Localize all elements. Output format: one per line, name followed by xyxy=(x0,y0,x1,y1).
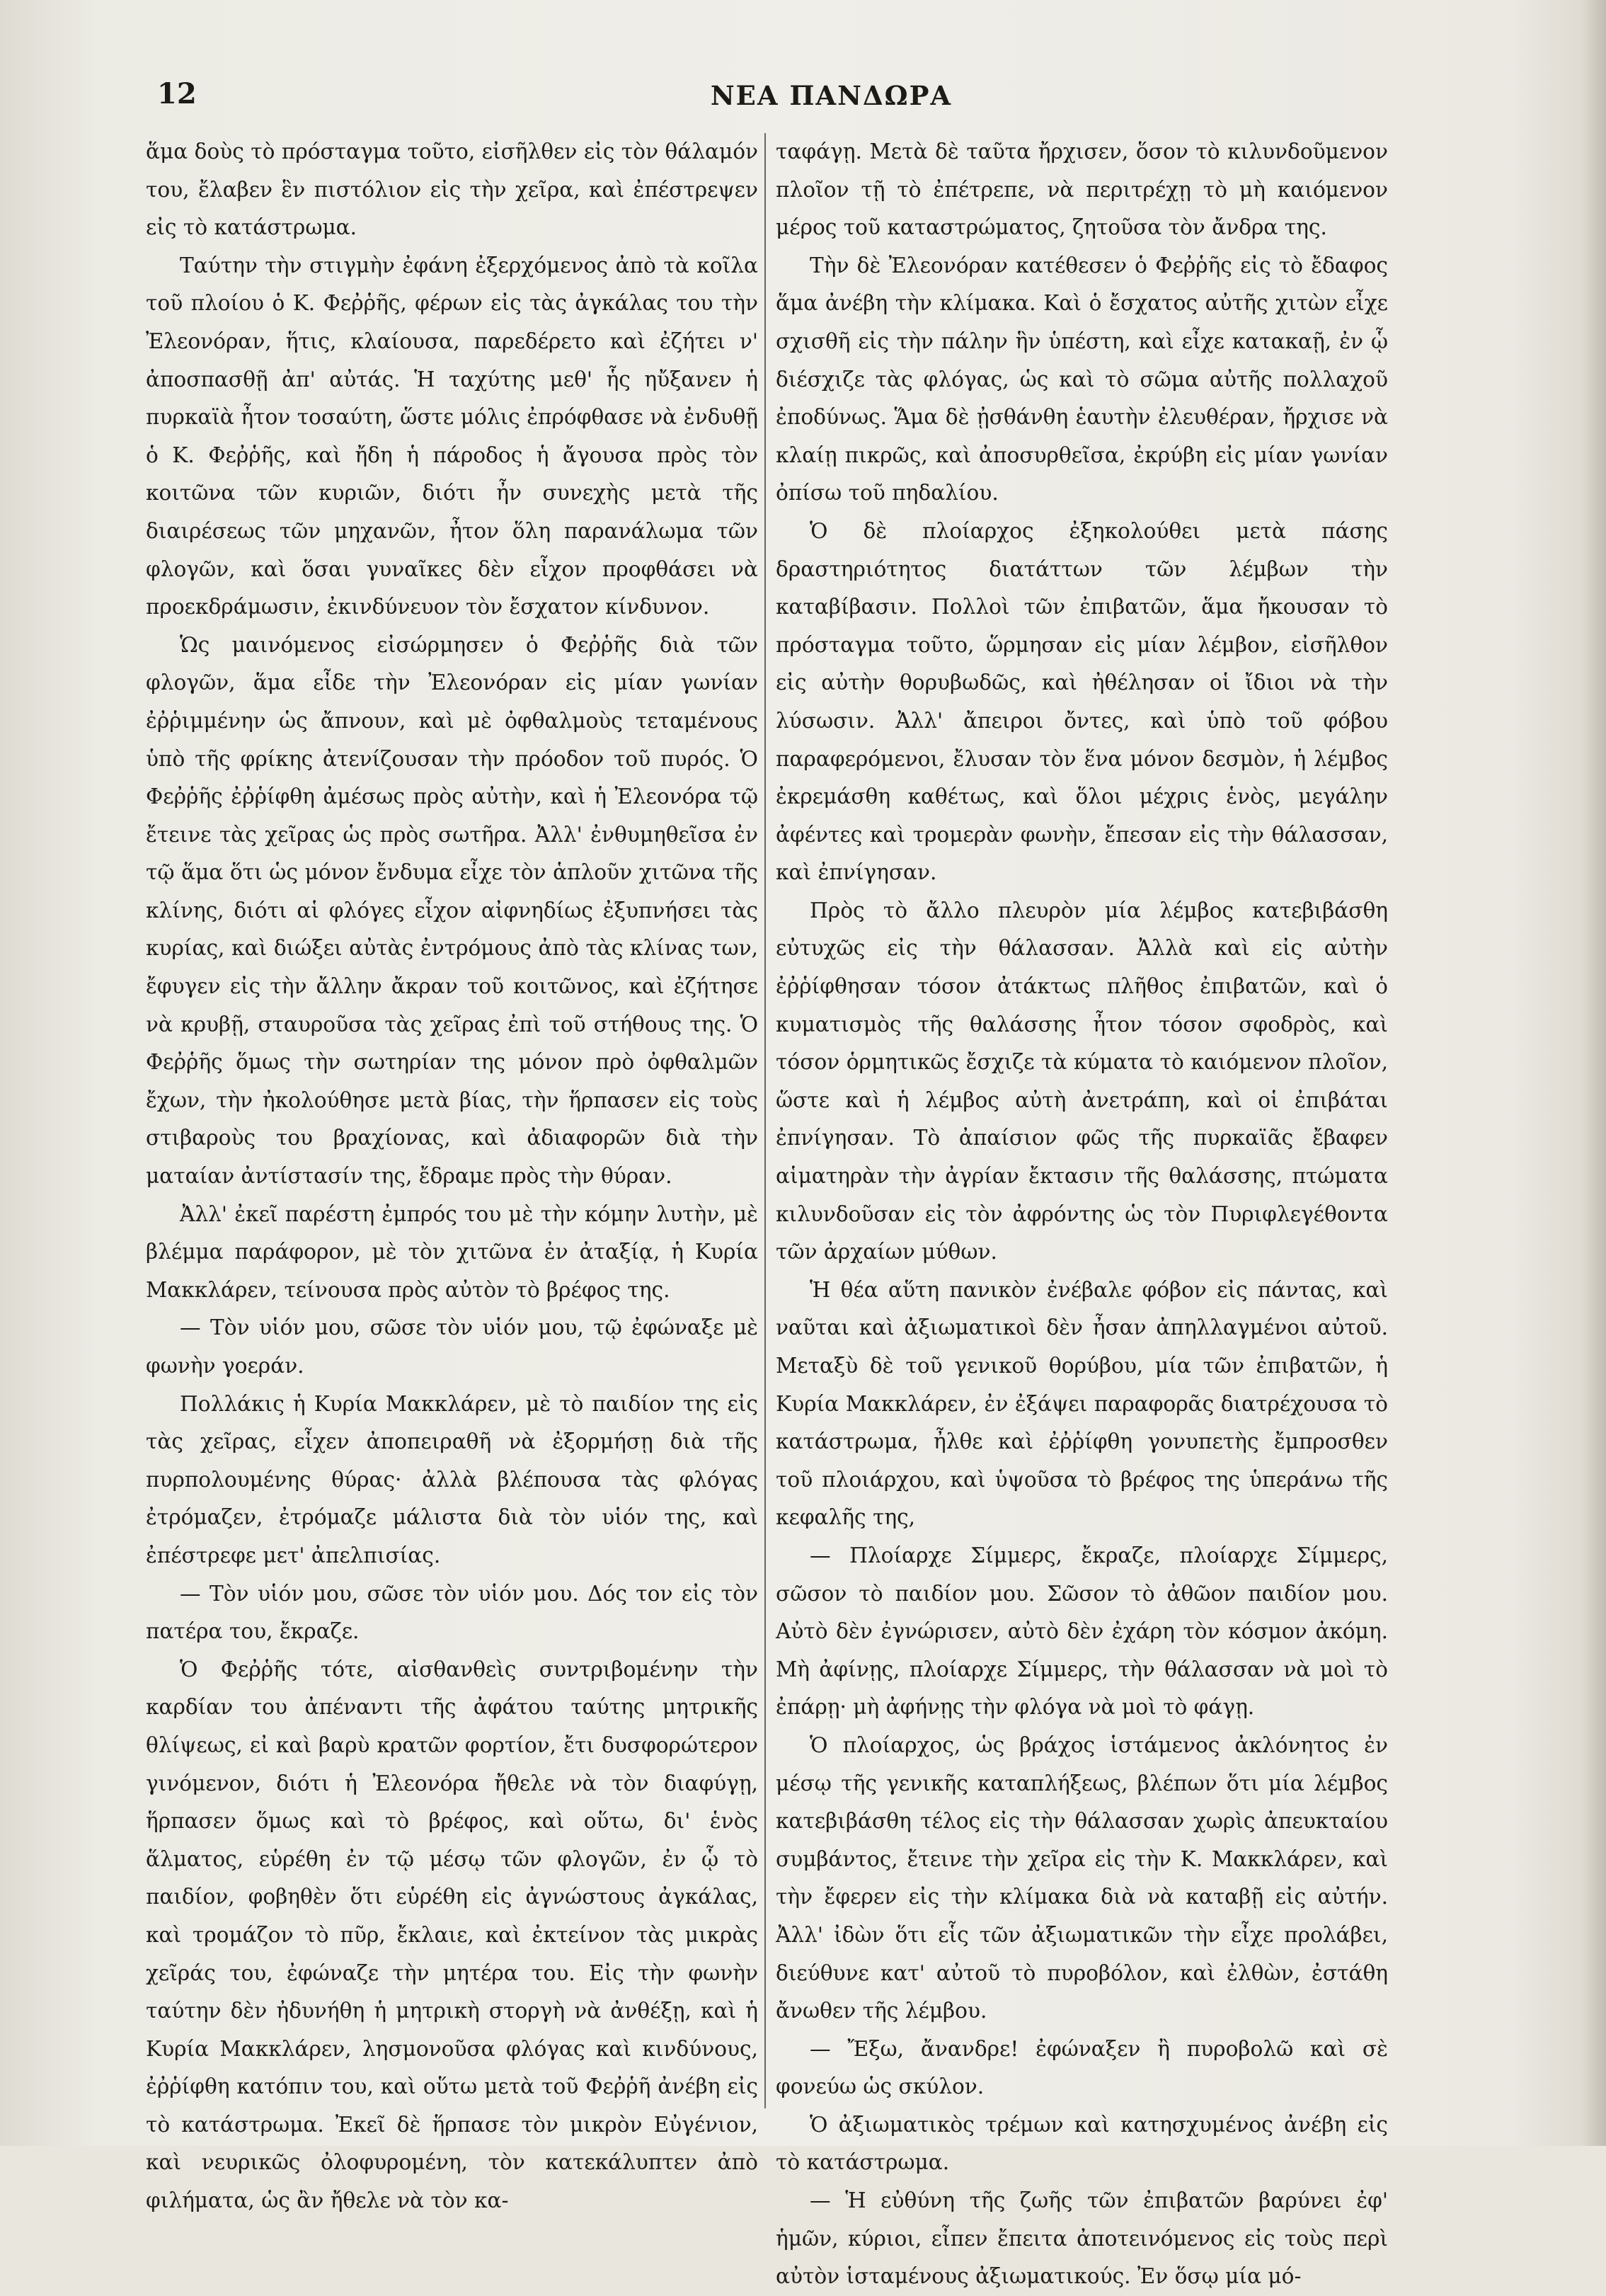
paragraph: Πολλάκις ἡ Κυρία Μακκλάρεν, μὲ τὸ παιδίον της εἰς τὰς χεῖρας, εἶχεν ἀποπειραθῆ νὰ ἐξορμήσῃ διὰ τῆς πυρπολουμένης θύρας· ἀλλὰ βλέπουσα τὰς φλόγας ἐτρόμαζεν, ἐτρόμαζε μάλιστα διὰ τὸν υἱόν της, καὶ ἐπέστρεφε μετ' ἀπελπισίας. xyxy=(146,1391,758,1567)
paragraph: Τὴν δὲ Ἐλεονόραν κατέθεσεν ὁ Φεῤῥῆς εἰς τὸ ἔδαφος ἅμα ἀνέβη τὴν κλίμακα. Καὶ ὁ ἔσχατος αὐτῆς χιτὼν εἶχε σχισθῆ εἰς τὴν πάλην ἣν ὑπέστη, καὶ εἶχε κατακαῇ, ἐν ᾧ διέσχιζε τὰς φλόγας, ὡς καὶ τὸ σῶμα αὐτῆς πολλαχοῦ ἐποδύνως. Ἅμα δὲ ᾐσθάνθη ἑαυτὴν ἐλευθέραν, ἤρχισε νὰ κλαίῃ πικρῶς, καὶ ἀποσυρθεῖσα, ἐκρύβη εἰς μίαν γωνίαν ὀπίσω τοῦ πηδαλίου. xyxy=(776,253,1388,506)
left-column xyxy=(146,133,758,2213)
paragraph: Ὡς μαινόμενος εἰσώρμησεν ὁ Φεῤῥῆς διὰ τῶν φλογῶν, ἅμα εἶδε τὴν Ἐλεονόραν εἰς μίαν γωνίαν ἐῤῥιμμένην ὡς ἄπνουν, καὶ μὲ ὀφθαλμοὺς τεταμένους ὑπὸ τῆς φρίκης ἀτενίζουσαν τὴν πρόοδον τοῦ πυρός. Ὁ Φεῤῥῆς ἐῤῥίφθη ἀμέσως πρὸς αὐτὴν, καὶ ἡ Ἐλεονόρα τῷ ἔτεινε τὰς χεῖρας ὡς πρὸς σωτῆρα. Ἀλλ' ἐνθυμηθεῖσα ἐν τῷ ἅμα ὅτι ὡς μόνον ἔνδυμα εἶχε τὸν ἁπλοῦν χιτῶνα τῆς κλίνης, διότι αἱ φλόγες εἶχον αἰφνηδίως ἐξυπνήσει τὰς κυρίας, καὶ διώξει αὐτὰς ἐντρόμους ἀπὸ τὰς κλίνας των, ἔφυγεν εἰς τὴν ἄλλην ἄκραν τοῦ κοιτῶνος, καὶ ἐζήτησε νὰ κρυβῇ, σταυροῦσα τὰς χεῖρας ἐπὶ τοῦ στήθους της. Ὁ Φεῤῥῆς ὅμως τὴν σωτηρίαν της μόνον πρὸ ὀφθαλμῶν ἔχων, τὴν ἠκολούθησε μετὰ βίας, τὴν ἥρπασεν εἰς τοὺς στιβαροὺς του βραχίονας, καὶ ἀδιαφορῶν διὰ τὴν ματαίαν ἀντίστασίν της, ἔδραμε πρὸς τὴν θύραν. xyxy=(146,632,758,1189)
paragraph: Ὁ ἀξιωματικὸς τρέμων καὶ κατησχυμένος ἀνέβη εἰς τὸ κατάστρωμα. xyxy=(776,2112,1388,2175)
paragraph: Ἡ θέα αὕτη πανικὸν ἐνέβαλε φόβον εἰς πάντας, καὶ ναῦται καὶ ἀξιωματικοὶ δὲν ἦσαν ἀπηλλαγμένοι αὐτοῦ. Μεταξὺ δὲ τοῦ γενικοῦ θορύβου, μία τῶν ἐπιβατῶν, ἡ Κυρία Μακκλάρεν, ἐν ἐξάψει παραφορᾶς διατρέχουσα τὸ κατάστρωμα, ἦλθε καὶ ἐῤῥίφθη γονυπετὴς ἔμπροσθεν τοῦ πλοιάρχου, καὶ ὑψοῦσα τὸ βρέφος της ὑπεράνω τῆς κεφαλῆς της, xyxy=(776,1277,1388,1530)
paragraph: Ταύτην τὴν στιγμὴν ἐφάνη ἐξερχόμενος ἀπὸ τὰ κοῖλα τοῦ πλοίου ὁ Κ. Φεῤῥῆς, φέρων εἰς τὰς ἀγκάλας του τὴν Ἐλεονόραν, ἥτις, κλαίουσα, παρεδέρετο καὶ ἐζήτει ν' ἀποσπασθῇ ἀπ' αὐτάς. Ἡ ταχύτης μεθ' ἧς ηὔξανεν ἡ πυρκαϊὰ ἦτον τοσαύτη, ὥστε μόλις ἐπρόφθασε νὰ ἐνδυθῇ ὁ Κ. Φεῤῥῆς, καὶ ἤδη ἡ πάροδος ἡ ἄγουσα πρὸς τὸν κοιτῶνα τῶν κυριῶν, διότι ἦν συνεχὴς μετὰ τῆς διαιρέσεως τῶν μηχανῶν, ἦτον ὅλη παρανάλωμα τῶν φλογῶν, καὶ ὅσαι γυναῖκες δὲν εἶχον προφθάσει νὰ προεκδράμωσιν, ἐκινδύνευον τὸν ἔσχατον κίνδυνον. xyxy=(146,253,758,619)
paragraph: Ὁ Φεῤῥῆς τότε, αἰσθανθεὶς συντριβομένην τὴν καρδίαν του ἀπέναντι τῆς ἀφάτου ταύτης μητρικῆς θλίψεως, εἰ καὶ βαρὺ κρατῶν φορτίον, ἔτι δυσφορώτερον γινόμενον, διότι ἡ Ἐλεονόρα ἤθελε νὰ τὸν διαφύγῃ, ἥρπασεν ὅμως καὶ τὸ βρέφος, καὶ οὕτω, δι' ἑνὸς ἅλματος, εὑρέθη ἐν τῷ μέσῳ τῶν φλογῶν, ἐν ᾧ τὸ παιδίον, φοβηθὲν ὅτι εὑρέθη εἰς ἀγνώστους ἀγκάλας, καὶ τρομάζον τὸ πῦρ, ἔκλαιε, καὶ ἐκτείνον τὰς μικρὰς χεῖράς του, ἐφώναζε τὴν μητέρα του. Εἰς τὴν φωνὴν ταύτην δὲν ἠδυνήθη ἡ μητρικὴ στοργὴ νὰ ἀνθέξῃ, καὶ ἡ Κυρία Μακκλάρεν, λησμονοῦσα φλόγας καὶ κινδύνους, ἐῤῥίφθη κατόπιν του, καὶ οὕτω μετὰ τοῦ Φεῤῥῆ ἀνέβη εἰς τὸ κατάστρωμα. Ἐκεῖ δὲ ἥρπασε τὸν μικρὸν Εὐγένιον, καὶ νευρικῶς ὀλοφυρομένη, τὸν κατεκάλυπτεν ἀπὸ φιλήματα, ὡς ἂν ἤθελε νὰ τὸν κα- xyxy=(146,1657,758,2213)
paragraph: — Πλοίαρχε Σίμμερς, ἔκραζε, πλοίαρχε Σίμμερς, σῶσον τὸ παιδίον μου. Σῶσον τὸ ἀθῶον παιδίον μου. Αὐτὸ δὲν ἐγνώρισεν, αὐτὸ δὲν ἐχάρη τὸν κόσμον ἀκόμη. Μὴ ἀφίνῃς, πλοίαρχε Σίμμερς, τὴν θάλασσαν νὰ μοὶ τὸ ἐπάρῃ· μὴ ἀφήνῃς τὴν φλόγα νὰ μοὶ τὸ φάγῃ. xyxy=(776,1543,1388,1720)
paragraph: ἅμα δοὺς τὸ πρόσταγμα τοῦτο, εἰσῆλθεν εἰς τὸν θάλαμόν του, ἔλαβεν ἓν πιστόλιον εἰς τὴν χεῖρα, καὶ ἐπέστρεψεν εἰς τὸ κατάστρωμα. xyxy=(146,139,758,240)
page-number: 12 xyxy=(157,77,197,110)
right-column xyxy=(776,133,1388,2289)
page-edge-shadow xyxy=(1582,0,1606,2146)
paragraph: — Τὸν υἱόν μου, σῶσε τὸν υἱόν μου, τῷ ἐφώναξε μὲ φωνὴν γοεράν. xyxy=(146,1315,758,1378)
paragraph: Πρὸς τὸ ἄλλο πλευρὸν μία λέμβος κατεβιβάσθη εὐτυχῶς εἰς τὴν θάλασσαν. Ἀλλὰ καὶ εἰς αὐτὴν ἐῤῥίφθησαν τόσον ἀτάκτως πλῆθος ἐπιβατῶν, καὶ ὁ κυματισμὸς τῆς θαλάσσης ἦτον τόσον σφοδρὸς, καὶ τόσον ὁρμητικῶς ἔσχιζε τὰ κύματα τὸ καιόμενον πλοῖον, ὥστε καὶ ἡ λέμβος αὐτὴ ἀνετράπη, καὶ οἱ ἐπιβάται ἐπνίγησαν. Τὸ ἀπαίσιον φῶς τῆς πυρκαϊᾶς ἔβαφεν αἱματηρὰν τὴν ἀγρίαν ἔκτασιν τῆς θαλάσσης, πτώματα κιλυνδοῦσαν εἰς τὸν ἀφρόντης ὡς τὸν Πυριφλεγέθοντα τῶν ἀρχαίων μύθων. xyxy=(776,898,1388,1264)
paragraph: — Ἡ εὐθύνη τῆς ζωῆς τῶν ἐπιβατῶν βαρύνει ἐφ' ἡμῶν, κύριοι, εἶπεν ἔπειτα ἀποτεινόμενος εἰς τοὺς περὶ αὐτὸν ἱσταμένους ἀξιωματικούς. Ἐν ὅσῳ μία μό- xyxy=(776,2188,1388,2289)
paragraph: ταφάγῃ. Μετὰ δὲ ταῦτα ἤρχισεν, ὅσον τὸ κιλυνδοῦμενον πλοῖον τῇ τὸ ἐπέτρεπε, νὰ περιτρέχῃ τὸ μὴ καιόμενον μέρος τοῦ καταστρώματος, ζητοῦσα τὸν ἄνδρα της. xyxy=(776,139,1388,240)
paragraph: Ἀλλ' ἐκεῖ παρέστη ἐμπρός του μὲ τὴν κόμην λυτὴν, μὲ βλέμμα παράφορον, μὲ τὸν χιτῶνα ἐν ἀταξίᾳ, ἡ Κυρία Μακκλάρεν, τείνουσα πρὸς αὐτὸν τὸ βρέφος της. xyxy=(146,1201,758,1302)
column-rule xyxy=(764,133,766,2108)
paragraph: Ὁ πλοίαρχος, ὡς βράχος ἱστάμενος ἀκλόνητος ἐν μέσῳ τῆς γενικῆς καταπλήξεως, βλέπων ὅτι μία λέμβος κατεβιβάσθη τέλος εἰς τὴν θάλασσαν χωρὶς ἀπευκταίου συμβάντος, ἔτεινε τὴν χεῖρα εἰς τὴν Κ. Μακκλάρεν, καὶ τὴν ἔφερεν εἰς τὴν κλίμακα διὰ νὰ καταβῇ εἰς αὐτήν. Ἀλλ' ἰδὼν ὅτι εἷς τῶν ἀξιωματικῶν τὴν εἶχε προλάβει, διεύθυνε κατ' αὐτοῦ τὸ πυροβόλον, καὶ ἐλθὼν, ἐστάθη ἄνωθεν τῆς λέμβου. xyxy=(776,1732,1388,2023)
paragraph: — Ἔξω, ἄνανδρε! ἐφώναξεν ἢ πυροβολῶ καὶ σὲ φονεύω ὡς σκύλον. xyxy=(776,2036,1388,2099)
running-title: ΝΕΑ ΠΑΝΔΩΡΑ xyxy=(710,80,953,111)
paragraph: — Τὸν υἱόν μου, σῶσε τὸν υἱόν μου. Δός τον εἰς τὸν πατέρα του, ἔκραζε. xyxy=(146,1581,758,1644)
paragraph: Ὁ δὲ πλοίαρχος ἐξηκολούθει μετὰ πάσης δραστηριότητος διατάττων τῶν λέμβων τὴν καταβίβασιν. Πολλοὶ τῶν ἐπιβατῶν, ἅμα ἤκουσαν τὸ πρόσταγμα τοῦτο, ὥρμησαν εἰς μίαν λέμβον, εἰσῆλθον εἰς αὐτὴν θορυβωδῶς, καὶ ἠθέλησαν οἱ ἴδιοι νὰ τὴν λύσωσιν. Ἀλλ' ἄπειροι ὄντες, καὶ ὑπὸ τοῦ φόβου παραφερόμενοι, ἔλυσαν τὸν ἕνα μόνον δεσμὸν, ἡ λέμβος ἐκρεμάσθη καθέτως, καὶ ὅλοι μέχρις ἑνὸς, μεγάλην ἀφέντες καὶ τρομερὰν φωνὴν, ἔπεσαν εἰς τὴν θάλασσαν, καὶ ἐπνίγησαν. xyxy=(776,518,1388,885)
page-header xyxy=(142,74,1521,117)
